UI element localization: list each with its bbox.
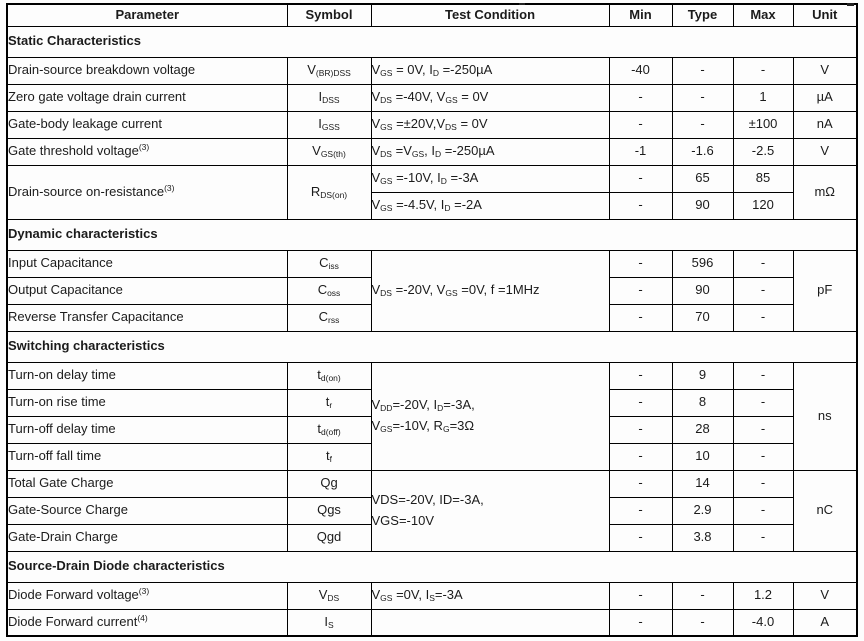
max-cell: -2.5: [733, 138, 793, 165]
type-cell: 65: [672, 165, 733, 192]
max-cell: -: [733, 250, 793, 277]
table-row: [7, 57, 857, 84]
param-cell: Output Capacitance: [7, 277, 287, 304]
type-cell: 28: [672, 416, 733, 443]
column-header-symbol: Symbol: [287, 4, 371, 26]
max-cell: -: [733, 304, 793, 331]
min-cell: -: [609, 470, 672, 497]
type-cell: 70: [672, 304, 733, 331]
table-row: [7, 470, 857, 497]
min-cell: -40: [609, 57, 672, 84]
max-cell: -: [733, 524, 793, 551]
param-cell: Turn-off delay time: [7, 416, 287, 443]
unit-cell: µA: [793, 84, 857, 111]
min-cell: -: [609, 111, 672, 138]
max-cell: -: [733, 57, 793, 84]
column-header-max: Max: [733, 4, 793, 26]
min-cell: -: [609, 582, 672, 609]
cond-cell: $V_{GS} =\pm 20V,V_{DS} = 0V$: [371, 111, 609, 138]
min-cell: -: [609, 250, 672, 277]
symbol-cell: Qgs: [287, 497, 371, 524]
table-row: [7, 582, 857, 609]
unit-cell: V: [793, 582, 857, 609]
column-header-test-condition: Test Condition: [371, 4, 609, 26]
type-cell: -1.6: [672, 138, 733, 165]
param-cell: Turn-off fall time: [7, 443, 287, 470]
table-row: [7, 165, 857, 192]
symbol-cell: $C_{rss}$: [287, 304, 371, 331]
min-cell: -: [609, 609, 672, 636]
unit-cell: mΩ: [793, 165, 857, 219]
min-cell: -: [609, 389, 672, 416]
table-row: [7, 609, 857, 636]
type-cell: 8: [672, 389, 733, 416]
table-row: [7, 138, 857, 165]
type-cell: 2.9: [672, 497, 733, 524]
cond-cell: [371, 362, 609, 470]
cond-line: VGS=-10V: [371, 512, 435, 528]
section-row-diode: [7, 551, 857, 582]
min-cell: -: [609, 524, 672, 551]
max-cell: -: [733, 362, 793, 389]
max-cell: -: [733, 443, 793, 470]
symbol-cell: $t_{d(off)}$: [287, 416, 371, 443]
max-cell: 120: [733, 192, 793, 219]
param-cell: Diode Forward voltage$^{(3)}$: [7, 582, 287, 609]
param-cell: Reverse Transfer Capacitance: [7, 304, 287, 331]
unit-cell: pF: [793, 250, 857, 331]
cond-cell: $V_{GS} =-10V$, $I_D =-3A$: [371, 165, 609, 192]
symbol-cell: $t_r$: [287, 389, 371, 416]
type-cell: 9: [672, 362, 733, 389]
column-header-min: Min: [609, 4, 672, 26]
max-cell: -: [733, 277, 793, 304]
param-cell: Gate-Drain Charge: [7, 524, 287, 551]
cond-cell: $V_{DS} =-20V$, $V_{GS} =0V$, f =1MHz: [371, 250, 609, 331]
param-cell: Turn-on rise time: [7, 389, 287, 416]
unit-cell: V: [793, 57, 857, 84]
cond-cell: $V_{GS} = 0V$, $I_D =-250\mu A$: [371, 57, 609, 84]
min-cell: -: [609, 192, 672, 219]
type-cell: 14: [672, 470, 733, 497]
type-cell: 90: [672, 277, 733, 304]
type-cell: 10: [672, 443, 733, 470]
min-cell: -: [609, 443, 672, 470]
unit-cell: nC: [793, 470, 857, 551]
min-cell: -: [609, 277, 672, 304]
param-cell: Turn-on delay time: [7, 362, 287, 389]
section-title: Static Characteristics: [7, 26, 857, 57]
table-row: [7, 84, 857, 111]
column-header-unit: Unit: [793, 4, 857, 26]
max-cell: 1: [733, 84, 793, 111]
max-cell: -4.0: [733, 609, 793, 636]
type-cell: -: [672, 84, 733, 111]
type-cell: -: [672, 111, 733, 138]
symbol-cell: $C_{iss}$: [287, 250, 371, 277]
electrical-characteristics-table: [6, 3, 858, 637]
type-cell: 3.8: [672, 524, 733, 551]
type-cell: 90: [672, 192, 733, 219]
symbol-cell: $t_f$: [287, 443, 371, 470]
param-cell: Gate-body leakage current: [7, 111, 287, 138]
symbol-cell: $V_{DS}$: [287, 582, 371, 609]
symbol-cell: $V_{GS(th)}$: [287, 138, 371, 165]
param-cell: Drain-source on-resistance$^{(3)}$: [7, 165, 287, 219]
min-cell: -: [609, 416, 672, 443]
cond-line: VDS=-20V, ID=-3A,: [371, 491, 484, 507]
symbol-cell: $C_{oss}$: [287, 277, 371, 304]
symbol-cell: Qg: [287, 470, 371, 497]
unit-cell: nA: [793, 111, 857, 138]
type-cell: -: [672, 57, 733, 84]
param-cell: Input Capacitance: [7, 250, 287, 277]
symbol-cell: $t_{d(on)}$: [287, 362, 371, 389]
section-row-dynamic: [7, 219, 857, 250]
section-title: Source-Drain Diode characteristics: [7, 551, 857, 582]
param-cell: Gate threshold voltage$^{(3)}$: [7, 138, 287, 165]
table-header-row: [7, 4, 857, 26]
param-cell: Gate-Source Charge: [7, 497, 287, 524]
column-header-parameter: Parameter: [7, 4, 287, 26]
param-cell: Total Gate Charge: [7, 470, 287, 497]
table-row: [7, 250, 857, 277]
min-cell: -1: [609, 138, 672, 165]
max-cell: ±100: [733, 111, 793, 138]
symbol-cell: $I_{DSS}$: [287, 84, 371, 111]
cond-line: $V_{DD}=-20V$, $I_D=-3A$,: [371, 397, 475, 414]
section-row-static: [7, 26, 857, 57]
cond-cell: [371, 609, 609, 636]
type-cell: -: [672, 609, 733, 636]
max-cell: 1.2: [733, 582, 793, 609]
unit-cell: A: [793, 609, 857, 636]
symbol-cell: $R_{DS(on)}$: [287, 165, 371, 219]
section-title: Switching characteristics: [7, 331, 857, 362]
column-header-type: Type: [672, 4, 733, 26]
cond-cell: $V_{GS} =0V$, $I_S=-3A$: [371, 582, 609, 609]
section-title: Dynamic characteristics: [7, 219, 857, 250]
cond-line: $V_{GS}=-10V$, $R_G=3\Omega$: [371, 418, 475, 434]
min-cell: -: [609, 497, 672, 524]
type-cell: 596: [672, 250, 733, 277]
min-cell: -: [609, 165, 672, 192]
min-cell: -: [609, 84, 672, 111]
max-cell: -: [733, 389, 793, 416]
cond-cell: [371, 470, 609, 551]
symbol-cell: Qgd: [287, 524, 371, 551]
symbol-cell: $V_{(BR)DSS}$: [287, 57, 371, 84]
param-cell: Zero gate voltage drain current: [7, 84, 287, 111]
min-cell: -: [609, 304, 672, 331]
cond-cell: $V_{GS} =-4.5V$, $I_D =-2A$: [371, 192, 609, 219]
table-row: [7, 111, 857, 138]
max-cell: 85: [733, 165, 793, 192]
param-cell: Drain-source breakdown voltage: [7, 57, 287, 84]
section-row-switching: [7, 331, 857, 362]
type-cell: -: [672, 582, 733, 609]
cond-cell: $V_{DS} =-40V$, $V_{GS} = 0V$: [371, 84, 609, 111]
max-cell: -: [733, 470, 793, 497]
symbol-cell: $I_S$: [287, 609, 371, 636]
param-cell: Diode Forward current$^{(4)}$: [7, 609, 287, 636]
max-cell: -: [733, 416, 793, 443]
unit-cell: V: [793, 138, 857, 165]
max-cell: -: [733, 497, 793, 524]
unit-cell: ns: [793, 362, 857, 470]
cond-cell: $V_{DS} =V_{GS}$, $I_D =-250\mu A$: [371, 138, 609, 165]
min-cell: -: [609, 362, 672, 389]
table-row: [7, 362, 857, 389]
cropped-text-fragment: [847, 3, 854, 6]
cropped-text-fragment: [519, 3, 525, 5]
symbol-cell: $I_{GSS}$: [287, 111, 371, 138]
